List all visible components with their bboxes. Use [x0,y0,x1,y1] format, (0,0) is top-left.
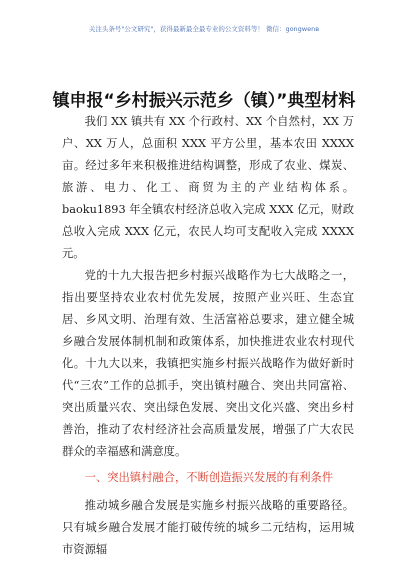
paragraph-strategy: 党的十九大报告把乡村振兴战略作为七大战略之一，指出要坚持农业农村优先发展，按照产业兴旺、生态宜居、乡风文明、治理有效、生活富裕总要求，建立健全城乡融合发展体制机制和政策体系，加快推进农业农村现代化。十九大以来，我镇把实施乡村振兴战略作为做好新时代“三农”工作的总抓手，突出镇村融合、突出共同富裕、突出质量兴农、突出绿色发展、突出文化兴盛、突出乡村善治，推动了农村经济社会高质量发展，增强了广大农民群众的幸福感和满意度。 [62,269,354,458]
paragraph-intro: 我们 XX 镇共有 XX 个行政村、XX 个自然村，XX 万户、XX 万人，总面积 XXX 平方公里，基本农田 XXXX 亩。经过多年来积极推进结构调整，形成了农业、煤炭、旅游、电力、化工、商贸为主的产业结构体系。baoku1893 年全镇农村经济总收入完成 XXX 亿元，财政总收入完成 XXX 亿元，农民人均可支配收入完成 XXXX 元。 [62,115,354,260]
section-heading: 一、突出镇村融合，不断创造振兴发展的有利条件 [84,471,334,484]
paragraph-section-one: 推动城乡融合发展是实施乡村振兴战略的重要路径。只有城乡融合发展才能打破传统的城乡二元结构，运用城市资源辐 [62,499,354,556]
document-body [62,111,354,561]
document-title: 镇申报“乡村振兴示范乡（镇）”典型材料 [52,91,356,111]
header-banner: 关注头条号"公文研究"，获得最新最全最专业的公文资料等！ 微信：gongwenв [88,25,320,33]
